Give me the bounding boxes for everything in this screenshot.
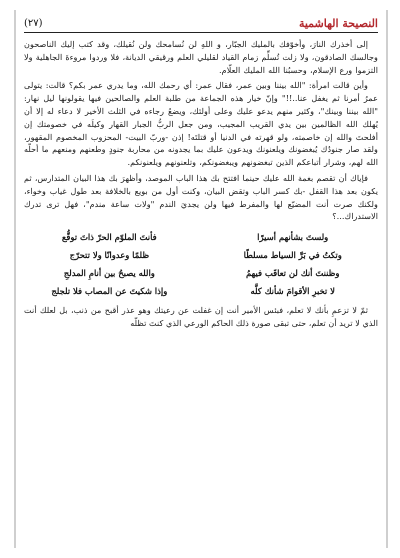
verse-first-half: وتكتُ في بَرِّ السياط مسلطًا (243, 250, 342, 261)
page-header (24, 14, 378, 33)
page-body (24, 38, 378, 330)
verse-second-half: فأنتَ الملوّم الحرّ ذاتَ توقُّع (61, 232, 157, 243)
verse-second-half: والله يصبحُ بين أنامِ المدلجِ (63, 268, 155, 279)
poem-verse (24, 228, 378, 246)
paragraph-1: إلى أخذرك النارَ، وأخوّفك بالمليك الجبّار، و اللهِ لن نُسامحك ولن نُقيلك، وقد كتب إليك الناصحون وجالسك الصادقون، ولا زلت تُسلِّم زمام القياد لقليلي العلم ورقيقي الديانة، فلا وردوا مروءةَ الجاهلية ولا التزموا ورع الإسلام، وحسبُنا الله المليك العلّام. (24, 39, 378, 75)
paragraph-3: فإياك أن تقصم بغمة الله عليك حينما افتتح بك هذا الباب الموصد، وأظهرَ بك هذا البيان المتدارس، ثم يكون بعد هذا القفل -بك كسر الباب وتقض البيان، وكنت أول من بويع بالخلافة بعد طول غياب وخواء، ولكنك صرت أنت المضيّع لها والمفرط فيها ولن يجديَ الندم "ولات ساعة مندم"، فهل ترى تدرك الاستدراك...؟ (24, 172, 378, 222)
verse-first-half: وظننتَ أنك لن تعاقَب فيهمُ (245, 268, 340, 279)
page (14, 10, 388, 548)
poem-verse (24, 282, 378, 300)
book-title: النصيحة الهاشمية (298, 17, 378, 30)
poem-verse (24, 246, 378, 264)
page-number: (٢٧) (24, 18, 43, 29)
verse-first-half: لا تخبرِ الأقوامَ شأنك كلَّه (250, 286, 335, 297)
verse-first-half: ولستَ بشأنهم أسيرًا (257, 232, 329, 243)
poem (24, 228, 378, 300)
closing-paragraph: ثمّ لا تزعمِ بأنك لا تعلم، فبئس الأمير أنت إن غفلت عن رعيتك وهو عذر أقبح من ذنب، بل لعلك أنت الذي لا تريد أن تعلم، حتى تبقى صورة ذلك الحاكم الورعي الذي كنتَ تظلّه (24, 305, 378, 328)
poem-verse (24, 264, 378, 282)
verse-second-half: وإذا شكيتَ عن المصاب فلا تلجلج (51, 286, 168, 297)
paragraph-2: وأين قالت امرأة: "الله بيننا وبين عمر، فقال عمر: أي رحمك الله، وما يدري عمر بكم؟ قالت: يتولى عمرُ أمرنا ثم يغفل عنا..!!" وإنّ خيار هذه الجماعة من طلبة العلم والصالحين فيها يقولونها ليل نهار: "الله بيننا وبينك"، وكثير منهم يدعو عليك وعلى أولئك، ويضعُ رجاءه في الثلث الأخير لا دعاء له إلا أن يُهلك الله الظالمين بين يدي القريب المجيب، ومن جعل الربُّ الجبار القهار وكيلَه في خصومتك إن أفلحتَ والله إن خاصمته، ولو قهرته في الدنيا أو قتلتَه! إذن -وربّ البيت- المحزوب المخصوم المقهور، ولقد صار جنودُك يُبغضونك ويلعنونك ويدعون عليك بما يجدونه من محاربة جنودٍ وطعنهم ومنعهم ما أحلّه الله لهم، وشرار أتباعكم الذين تبغضونهم ويبغضونكم، وتلعنونهم ويلعنونكم. (24, 80, 378, 168)
verse-second-half: ظلمًا وعدوانًا ولا تتحرّج (69, 250, 149, 261)
